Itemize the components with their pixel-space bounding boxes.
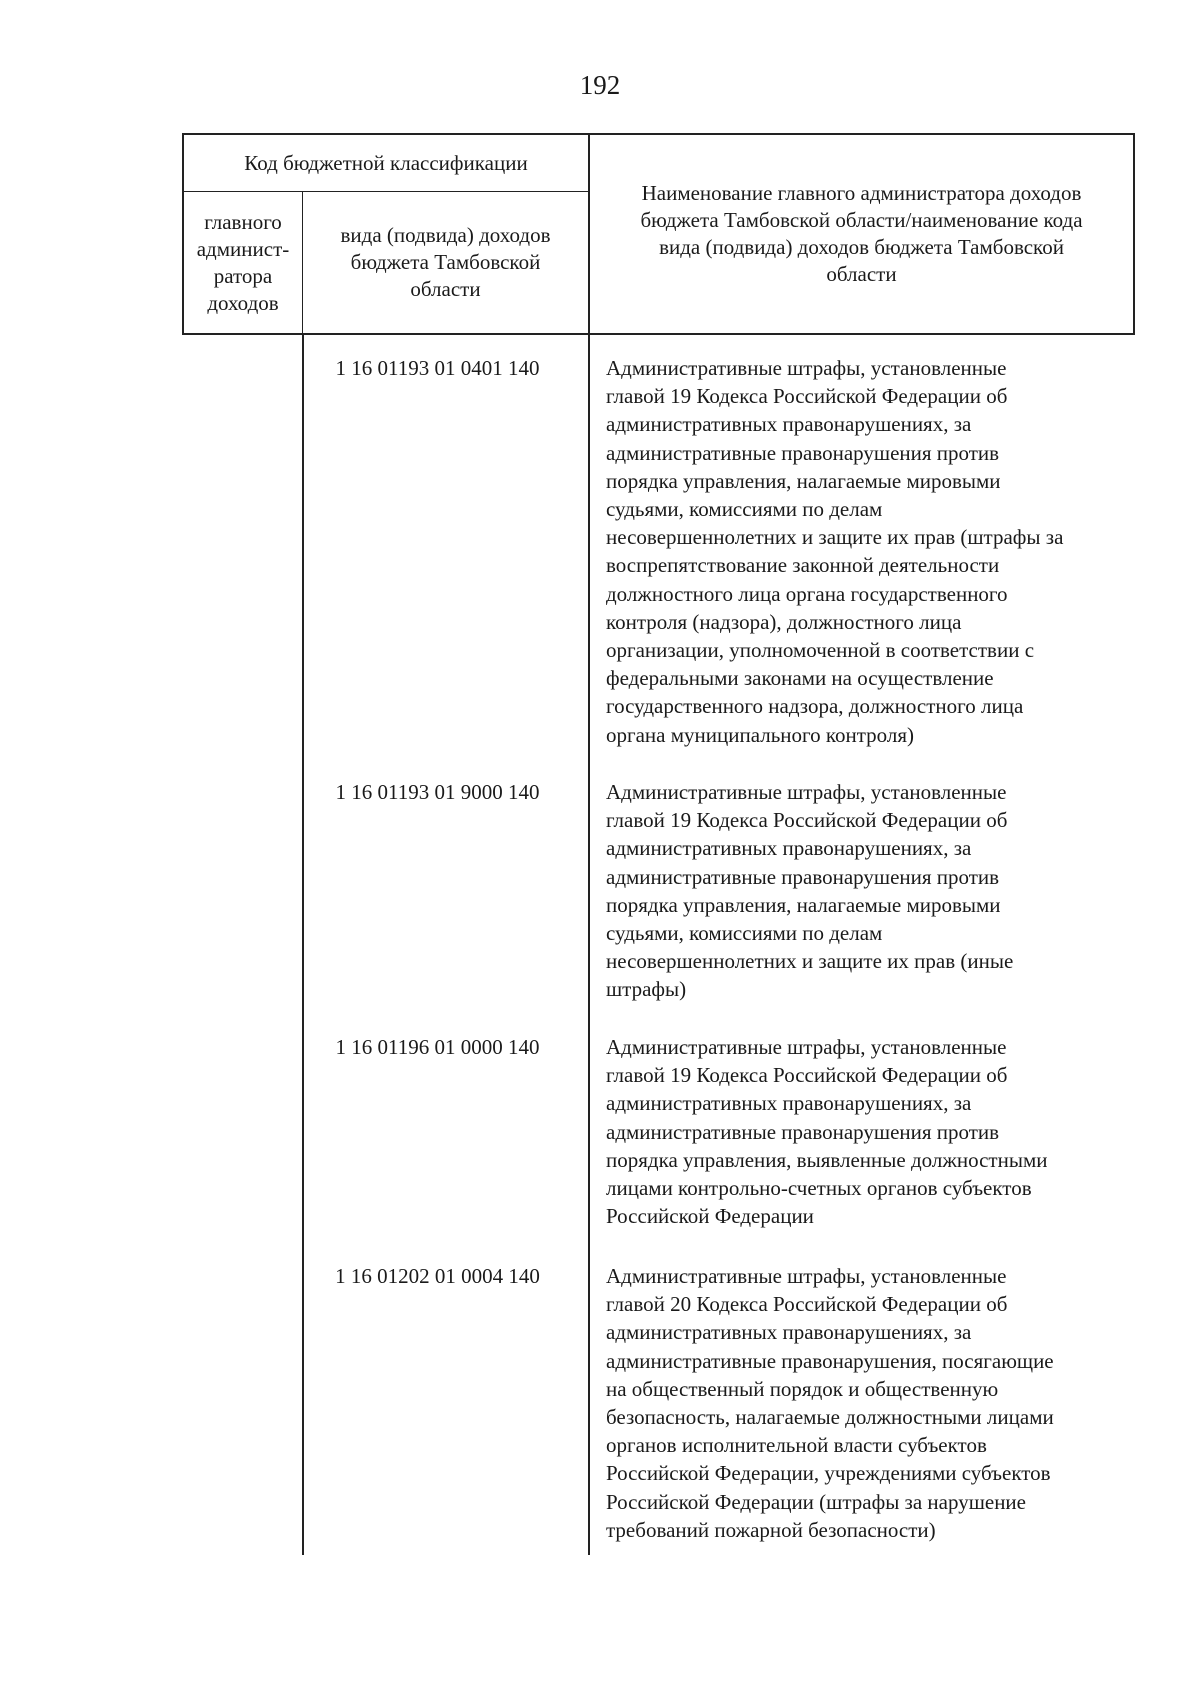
description-line: организации, уполномоченной в соответствии с	[606, 638, 1035, 663]
description-line: Российской Федерации, учреждениями субъектов	[606, 1461, 1051, 1486]
description-line: главой 19 Кодекса Российской Федерации об	[606, 384, 1008, 409]
header-col3-line: области	[826, 262, 897, 286]
description-line: воспрепятствование законной деятельности	[606, 553, 1000, 578]
row-code: 1 16 01193 01 9000 140	[335, 780, 540, 804]
description-line: Российской Федерации (штрафы за нарушение	[606, 1489, 1026, 1514]
description-line: порядка управления, налагаемые мировыми	[606, 468, 1001, 493]
column-divider-code	[302, 335, 304, 1555]
column-divider-name	[588, 133, 590, 1555]
header-col2-line: вида (подвида) доходов	[340, 223, 551, 247]
header-col2-line: области	[410, 277, 481, 301]
description-line: безопасность, налагаемые должностными лицами	[606, 1405, 1054, 1430]
header-bottom-border	[182, 333, 1135, 335]
description-line: судьями, комиссиями по делам	[606, 921, 883, 946]
description-line: федеральными законами на осуществление	[606, 666, 994, 691]
description-line: органа муниципального контроля)	[606, 722, 915, 747]
header-col-administrator	[184, 192, 302, 333]
description-line: требований пожарной безопасности)	[606, 1517, 936, 1542]
row-code: 1 16 01196 01 0000 140	[335, 1035, 540, 1059]
description-line: главой 20 Кодекса Российской Федерации об	[606, 1292, 1008, 1317]
row-description	[606, 1262, 1146, 1544]
row-code: 1 16 01193 01 0401 140	[335, 356, 540, 380]
page-number: 192	[579, 70, 621, 100]
header-code-group	[184, 135, 588, 191]
header-col1-line: главного	[204, 209, 282, 234]
description-line: Административные штрафы, установленные	[606, 356, 1007, 380]
description-line: судьями, комиссиями по делам	[606, 497, 883, 522]
description-line: административных правонарушениях, за	[606, 1320, 972, 1345]
header-col3-line: Наименование главного администратора доходов	[641, 181, 1082, 205]
description-line: лицами контрольно-счетных органов субъектов	[606, 1176, 1032, 1201]
description-line: Административные штрафы, установленные	[606, 780, 1007, 804]
description-line: государственного надзора, должностного лица	[606, 694, 1024, 719]
header-col-income-type	[303, 192, 588, 333]
header-col2-line: бюджета Тамбовской	[350, 250, 541, 274]
description-line: Административные штрафы, установленные	[606, 1035, 1007, 1059]
description-line: административные правонарушения, посягающие	[606, 1348, 1054, 1373]
description-line: на общественный порядок и общественную	[606, 1376, 999, 1401]
description-line: контроля (надзора), должностного лица	[606, 609, 962, 634]
header-col1-line: доходов	[207, 290, 279, 315]
header-col3-line: бюджета Тамбовской области/наименование кода	[640, 208, 1083, 232]
header-col-name	[590, 135, 1133, 333]
description-line: административные правонарушения против	[606, 864, 1000, 889]
row-code: 1 16 01202 01 0004 140	[335, 1264, 540, 1288]
row-description	[606, 354, 1146, 749]
description-line: порядка управления, налагаемые мировыми	[606, 892, 1001, 917]
description-line: должностного лица органа государственного	[606, 581, 1008, 606]
description-line: несовершеннолетних и защите их прав (штрафы за	[606, 525, 1064, 550]
row-description	[606, 1033, 1146, 1230]
header-col1-line: ратора	[213, 263, 273, 288]
description-line: административных правонарушениях, за	[606, 1091, 972, 1116]
header-col1-line: админист-	[196, 236, 290, 261]
description-line: Российской Федерации	[606, 1204, 814, 1229]
row-description	[606, 778, 1146, 1004]
description-line: несовершеннолетних и защите их прав (иные	[606, 949, 1014, 974]
description-line: административных правонарушениях, за	[606, 412, 972, 437]
description-line: административные правонарушения против	[606, 1119, 1000, 1144]
description-line: Административные штрафы, установленные	[606, 1264, 1007, 1288]
header-code-group-label: Код бюджетной классификации	[244, 150, 528, 175]
description-line: порядка управления, выявленные должностными	[606, 1147, 1048, 1172]
description-line: административные правонарушения против	[606, 440, 1000, 465]
header-right-border	[1133, 133, 1135, 335]
description-line: главой 19 Кодекса Российской Федерации об	[606, 1063, 1008, 1088]
description-line: главой 19 Кодекса Российской Федерации об	[606, 808, 1008, 833]
header-col3-line: вида (подвида) доходов бюджета Тамбовской	[659, 235, 1064, 259]
description-line: органов исполнительной власти субъектов	[606, 1433, 987, 1458]
description-line: штрафы)	[606, 977, 687, 1002]
description-line: административных правонарушениях, за	[606, 836, 972, 861]
